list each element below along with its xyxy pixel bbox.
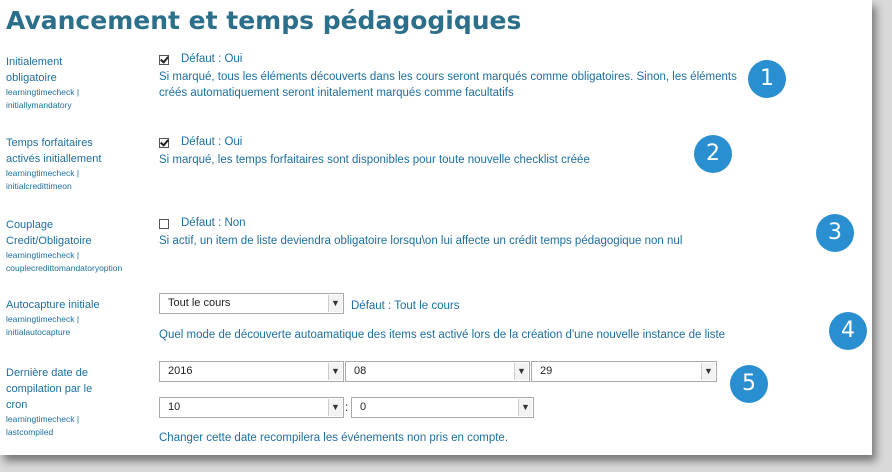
hour-select[interactable]: [159, 397, 344, 418]
chevron-down-icon: ▼: [328, 399, 342, 416]
setting-label-initiallymandatory: [6, 54, 156, 112]
setting-key-line: initialautocapture: [6, 327, 71, 337]
setting-description: Quel mode de découverte autoamatique des items est activé lors de la création d'une nouvelle instance de liste: [159, 329, 726, 341]
select-value: Tout le cours: [168, 297, 231, 309]
year-select[interactable]: [159, 361, 344, 382]
select-value: 08: [354, 365, 367, 377]
description-line: Si marqué, tous les éléments découverts dans les cours seront marqués comme obligatoires. Sinon, les éléments: [159, 71, 737, 83]
chevron-down-icon: ▼: [514, 363, 528, 380]
select-value: 10: [168, 401, 181, 413]
setting-key-line: couplecredittomandatoryoption: [6, 263, 123, 273]
setting-label-line: Credit/Obligatoire: [6, 235, 92, 247]
chevron-down-icon: ▼: [701, 363, 715, 380]
step-badge-1: 1: [748, 60, 786, 98]
setting-label-lastcompiled: [6, 365, 156, 439]
setting-key-line: learningtimecheck |: [6, 87, 80, 97]
initiallymandatory-checkbox[interactable]: [159, 55, 169, 65]
setting-label-line: Initialement: [6, 56, 63, 68]
setting-label-line: Couplage: [6, 219, 54, 231]
setting-description: Changer cette date recompilera les événements non pris en compte.: [159, 432, 509, 444]
setting-label-initialautocapture: [6, 297, 156, 339]
setting-label-line: compilation par le: [6, 383, 93, 395]
setting-key-line: learningtimecheck |: [6, 250, 80, 260]
setting-default: Défaut : Tout le cours: [351, 300, 460, 312]
select-value: 2016: [168, 365, 193, 377]
setting-label-line: Temps forfaitaires: [6, 137, 93, 149]
setting-key-line: learningtimecheck |: [6, 168, 80, 178]
setting-key-line: learningtimecheck |: [6, 314, 80, 324]
setting-key-line: learningtimecheck |: [6, 414, 80, 424]
setting-label-line: activés initiallement: [6, 153, 102, 165]
setting-label-couplecredittomandatoryoption: [6, 217, 156, 275]
month-select[interactable]: [345, 361, 530, 382]
page-title: Avancement et temps pédagogiques: [6, 6, 522, 35]
chevron-down-icon: ▼: [328, 363, 342, 380]
select-value: 29: [540, 365, 553, 377]
couplecredittomandatoryoption-checkbox[interactable]: [159, 219, 169, 229]
chevron-down-icon: ▼: [518, 399, 532, 416]
step-badge-4: 4: [829, 312, 867, 350]
day-select[interactable]: [531, 361, 717, 382]
setting-key-line: initiallymandatory: [6, 100, 72, 110]
description-line: créés automatiquement seront initalement marqués comme facultatifs: [159, 87, 514, 99]
setting-label-line: obligatoire: [6, 72, 57, 84]
setting-default: Défaut : Non: [181, 217, 246, 229]
select-value: 0: [360, 401, 367, 413]
step-badge-5: 5: [730, 365, 768, 403]
minute-select[interactable]: [351, 397, 534, 418]
time-separator: :: [345, 400, 349, 414]
autocapture-select[interactable]: [159, 293, 344, 314]
setting-key-line: lastcompiled: [6, 427, 54, 437]
setting-description: Si actif, un item de liste deviendra obligatoire lorsqu\on lui affecte un crédit temps pédagogique non nul: [159, 235, 683, 247]
step-badge-2: 2: [694, 135, 732, 173]
setting-label-initialcredittimeon: [6, 135, 156, 193]
setting-default: Défaut : Oui: [181, 136, 243, 148]
setting-default: Défaut : Oui: [181, 53, 243, 65]
setting-label-line: cron: [6, 399, 28, 411]
initialcredittimeon-checkbox[interactable]: [159, 138, 169, 148]
chevron-down-icon: ▼: [328, 295, 342, 312]
step-badge-3: 3: [816, 214, 854, 252]
setting-label-line: Dernière date de: [6, 367, 88, 379]
setting-description: Si marqué, les temps forfaitaires sont disponibles pour toute nouvelle checklist créée: [159, 154, 590, 166]
setting-key-line: initialcredittimeon: [6, 181, 72, 191]
setting-label-line: Autocapture initiale: [6, 299, 100, 311]
